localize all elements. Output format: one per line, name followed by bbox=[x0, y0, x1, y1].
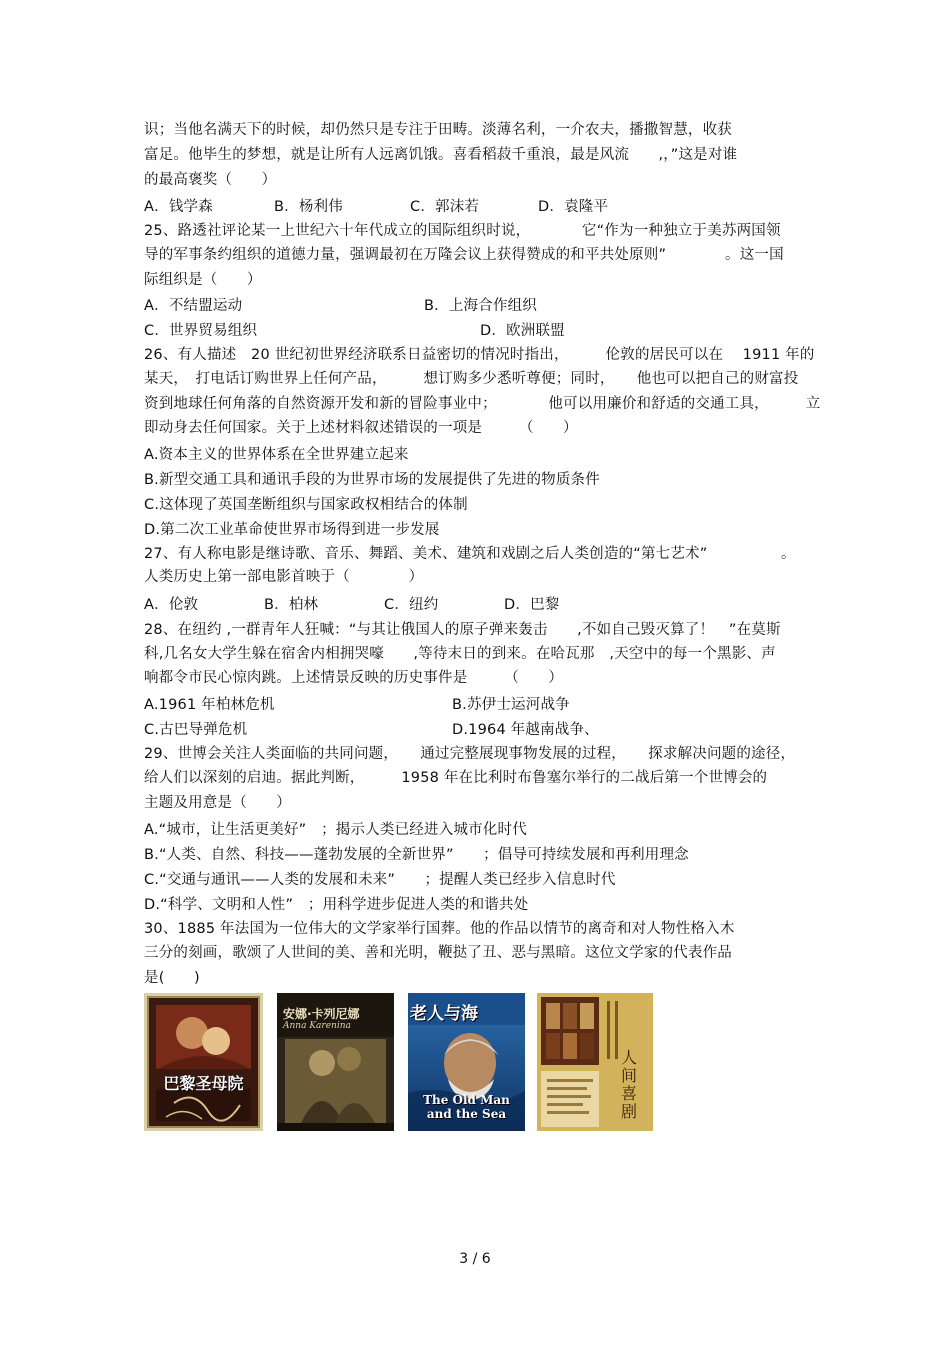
q25-option-b: B．上海合作组织 bbox=[424, 298, 538, 314]
q27-option-d: D．巴黎 bbox=[504, 597, 560, 613]
q27-option-c: C．纽约 bbox=[384, 597, 439, 613]
book-cover-anna-karenina bbox=[277, 993, 394, 1131]
q24-option-a: A．钱学森 bbox=[144, 199, 213, 215]
q29-option-b: B.“人类、自然、科技——蓬勃发展的全新世界” ；倡导可持续发展和再利用理念 bbox=[144, 847, 689, 863]
book-3-english-line-1: The Old Man bbox=[423, 1093, 510, 1107]
q29-text-line-3: 主题及用意是（ ） bbox=[144, 795, 291, 811]
book-2-title: 安娜·卡列尼娜 bbox=[283, 1007, 360, 1021]
q30-text-line-1: 30、1885 年法国为一位伟大的文学家举行国葬。他的作品以情节的离奇和对人物性格入木 bbox=[144, 921, 735, 937]
q27-option-b: B．柏林 bbox=[264, 597, 319, 613]
q28-text-line-3: 响都令市民心惊肉跳。上述情景反映的历史事件是 （ ） bbox=[144, 670, 564, 686]
book-cover-notre-dame bbox=[144, 993, 263, 1131]
q29-text-line-2: 给人们以深刻的启迪。据此判断， 1958 年在比利时布鲁塞尔举行的二战后第一个世博会的 bbox=[144, 770, 768, 786]
q28-text-line-1: 28、在纽约 ,一群青年人狂喊：“与其让俄国人的原子弹来轰击 ,不如自己毁灭算了！ ”在莫斯 bbox=[144, 622, 781, 638]
q27-text-line-1: 27、有人称电影是继诗歌、音乐、舞蹈、美术、建筑和戏剧之后人类创造的“第七艺术” 。 bbox=[144, 546, 796, 562]
q27-option-a: A．伦敦 bbox=[144, 597, 199, 613]
book-cover-human-comedy bbox=[537, 993, 653, 1131]
book-2-subtitle: Anna Karenina bbox=[283, 1021, 351, 1031]
q24-option-c: C．郭沫若 bbox=[410, 199, 480, 215]
q25-text-line-1: 25、路透社评论某一上世纪六十年代成立的国际组织时说， 它“作为一种独立于美苏两国领 bbox=[144, 223, 781, 239]
q26-text-line-3: 资到地球任何角落的自然资源开发和新的冒险事业中； 他可以用廉价和舒适的交通工具， 立 bbox=[144, 396, 821, 412]
page-number: 3 / 6 bbox=[459, 1251, 491, 1267]
q24-text-line-2: 富足。他毕生的梦想，就是让所有人远离饥饿。喜看稻菽千重浪，最是风流 ,，”这是对谁 bbox=[144, 147, 738, 163]
book-3-english-line-2: and the Sea bbox=[426, 1107, 507, 1121]
book-cover-old-man-and-sea bbox=[408, 993, 525, 1131]
book-3-title: 老人与海 bbox=[410, 1004, 478, 1024]
q28-option-a: A.1961 年柏林危机 bbox=[144, 697, 275, 713]
q28-option-b: B.苏伊士运河战争 bbox=[452, 697, 570, 713]
q28-option-d: D.1964 年越南战争、 bbox=[452, 722, 599, 738]
q24-text-line-1: 识；当他名满天下的时候，却仍然只是专注于田畴。淡薄名利，一介农夫，播撒智慧，收获 bbox=[144, 122, 732, 138]
q25-option-a: A．不结盟运动 bbox=[144, 298, 243, 314]
q26-text-line-2: 某天， 打电话订购世界上任何产品， 想订购多少悉听尊便；同时， 他也可以把自己的财富投 bbox=[144, 371, 799, 387]
q28-option-c: C.古巴导弹危机 bbox=[144, 722, 248, 738]
q26-text-line-1: 26、有人描述 20 世纪初世界经济联系日益密切的情况时指出， 伦敦的居民可以在 1911 年的 bbox=[144, 347, 815, 363]
q25-text-line-3: 际组织是（ ） bbox=[144, 272, 262, 288]
q27-text-line-2: 人类历史上第一部电影首映于（ ） bbox=[144, 569, 424, 585]
q26-option-c: C.这体现了英国垄断组织与国家政权相结合的体制 bbox=[144, 497, 468, 513]
q29-option-c: C.“交通与通讯——人类的发展和未来” ；提醒人类已经步入信息时代 bbox=[144, 872, 616, 888]
q24-text-line-3: 的最高褒奖（ ） bbox=[144, 172, 277, 188]
book-1-title: 巴黎圣母院 bbox=[163, 1074, 244, 1093]
q24-option-d: D．袁隆平 bbox=[538, 199, 609, 215]
q30-text-line-3: 是( ) bbox=[144, 970, 200, 986]
q26-text-line-4: 即动身去任何国家。关于上述材料叙述错误的一项是 （ ） bbox=[144, 420, 578, 436]
q29-text-line-1: 29、世博会关注人类面临的共同问题， 通过完整展现事物发展的过程， 探求解决问题的途径， bbox=[144, 746, 796, 762]
q29-option-d: D.“科学、文明和人性” ；用科学进步促进人类的和谐共处 bbox=[144, 897, 529, 913]
q24-option-b: B．杨利伟 bbox=[274, 199, 343, 215]
q29-option-a: A.“城市，让生活更美好” ；揭示人类已经进入城市化时代 bbox=[144, 822, 527, 838]
q25-option-c: C．世界贸易组织 bbox=[144, 323, 258, 339]
q25-option-d: D．欧洲联盟 bbox=[480, 323, 565, 339]
book-4-title: 人间喜剧 bbox=[621, 1048, 638, 1121]
q25-text-line-2: 导的军事条约组织的道德力量，强调最初在万隆会议上获得赞成的和平共处原则” 。这一国 bbox=[144, 247, 784, 263]
q26-option-b: B.新型交通工具和通讯手段的为世界市场的发展提供了先进的物质条件 bbox=[144, 472, 600, 488]
q26-option-a: A.资本主义的世界体系在全世界建立起来 bbox=[144, 447, 409, 463]
q26-option-d: D.第二次工业革命使世界市场得到进一步发展 bbox=[144, 522, 440, 538]
q30-text-line-2: 三分的刻画，歌颂了人世间的美、善和光明，鞭挞了丑、恶与黑暗。这位文学家的代表作品 bbox=[144, 945, 732, 961]
q28-text-line-2: 科,几名女大学生躲在宿舍内相拥哭嚎 ,等待末日的到来。在哈瓦那 ,天空中的每一个黑影、声 bbox=[144, 646, 776, 662]
